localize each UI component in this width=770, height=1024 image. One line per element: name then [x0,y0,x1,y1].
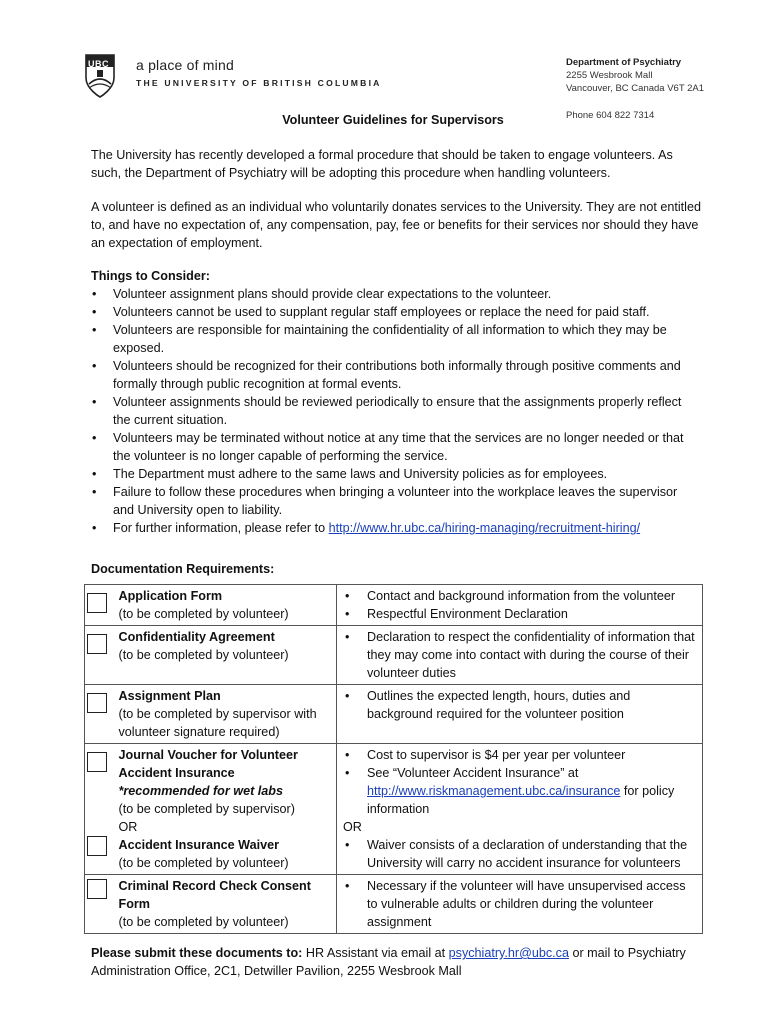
list-item: • Volunteers should be recognized for their contributions both informally through positive comments and formally through public recognition at formal events. [91,357,701,393]
further-info-text: For further information, please refer to [113,521,329,535]
submission-instructions [91,944,701,980]
doc-note: (to be completed by volunteer) [118,915,289,929]
application-form-checkbox[interactable] [87,593,107,613]
intro-paragraph-1: The University has recently developed a formal procedure that should be taken to engage volunteers. As such, the Department of Psychiatry will be adopting this procedure when handling volunteers. [91,148,673,180]
risk-management-insurance-link[interactable]: http://www.riskmanagement.ubc.ca/insurance [367,784,621,798]
document-title: Volunteer Guidelines for Supervisors [282,113,504,127]
confidentiality-agreement-checkbox[interactable] [87,634,107,654]
doc-name: Confidentiality Agreement [118,630,275,644]
ubc-logo-text: UBC [88,59,109,69]
doc-note: (to be completed by volunteer) [118,607,289,621]
submit-address-text: or mail to Psychiatry Administration Office, 2C1, Detwiller Pavilion, 2255 Wesbrook Mall [91,946,686,978]
list-item: • Necessary if the volunteer will have unsupervised access to vulnerable adults or children during the volunteer assignment [343,877,698,931]
list-item: • Volunteers may be terminated without notice at any time that the services are no longer needed or that the volunteer is no longer capable of performing the service. [91,429,701,465]
list-item: • Volunteers are responsible for maintaining the confidentiality of all information to which they may be exposed. [91,321,701,357]
doc-note: (to be completed by supervisor) [118,802,295,816]
doc-name: Assignment Plan [118,689,221,703]
list-item: • Respectful Environment Declaration [343,605,698,623]
doc-note: (to be completed by supervisor with volunteer signature required) [118,707,317,739]
list-item [343,764,698,818]
list-item: • The Department must adhere to the same laws and University policies as for employees. [91,465,701,483]
list-item: • Volunteer assignment plans should provide clear expectations to the volunteer. [91,285,701,303]
recommended-note: *recommended for wet labs [118,784,283,798]
submit-label: Please submit these documents to: [91,946,303,960]
checkbox-cell [85,744,113,875]
considerations-list [91,285,701,537]
doc-name: Journal Voucher for Volunteer [118,748,298,762]
journal-voucher-checkbox[interactable] [87,752,107,772]
insurance-suffix-text: for policy information [367,784,675,816]
table-row [85,875,703,934]
checkbox-cell [85,626,113,685]
insurance-waiver-checkbox[interactable] [87,836,107,856]
documentation-heading: Documentation Requirements: [91,562,275,576]
list-item: • Cost to supervisor is $4 per year per volunteer [343,746,698,764]
doc-alt-note: (to be completed by volunteer) [118,856,289,870]
doc-alt-name: Accident Insurance Waiver [118,838,280,852]
department-name: Department of Psychiatry [566,57,682,68]
hr-email-link[interactable]: psychiatry.hr@ubc.ca [448,946,569,960]
list-item: • Outlines the expected length, hours, duties and background required for the volunteer position [343,687,698,723]
intro-paragraph-2: A volunteer is defined as an individual who voluntarily donates services to the University. They are not entitled to, and have no expectation of, any compensation, pay, fee or benefits for their services nor should they have an expectation of employment. [91,200,701,250]
insurance-text: See “Volunteer Accident Insurance” at [367,766,579,780]
address-line-1: 2255 Wesbrook Mall [566,70,653,81]
doc-name-continued: Accident Insurance [118,766,235,780]
department-phone: Phone 604 822 7314 [566,110,655,121]
or-label: OR [343,820,362,834]
list-item: • Failure to follow these procedures when bringing a volunteer into the workplace leaves the supervisor and University open to liability. [91,483,701,519]
list-item: • Volunteers cannot be used to supplant regular staff employees or replace the need for paid staff. [91,303,701,321]
address-line-2: Vancouver, BC Canada V6T 2A1 [566,83,705,94]
doc-name: Application Form [118,589,223,603]
checkbox-cell [85,875,113,934]
hr-recruitment-link[interactable]: http://www.hr.ubc.ca/hiring-managing/recruitment-hiring/ [328,521,641,535]
list-item: • Contact and background information from the volunteer [343,587,698,605]
documentation-table [84,584,703,934]
table-row [85,685,703,744]
list-item: • Declaration to respect the confidentiality of information that they may come into contact with during the course of their volunteer duties [343,628,698,682]
ubc-tagline: a place of mind [136,57,234,73]
doc-note: (to be completed by volunteer) [118,648,289,662]
assignment-plan-checkbox[interactable] [87,693,107,713]
doc-name: Criminal Record Check Consent Form [118,879,311,911]
things-to-consider-heading: Things to Consider: [91,269,210,283]
list-item: • Waiver consists of a declaration of understanding that the University will carry no accident insurance for volunteers [343,836,698,872]
table-row [85,744,703,875]
list-item: • Volunteer assignments should be reviewed periodically to ensure that the assignments properly reflect the current situation. [91,393,701,429]
or-label: OR [118,820,138,834]
submit-text: HR Assistant via email at [302,946,449,960]
checkbox-cell [85,585,113,626]
list-item [91,519,701,537]
ubc-university-name: THE UNIVERSITY OF BRITISH COLUMBIA [136,78,382,88]
table-row [85,585,703,626]
criminal-record-checkbox[interactable] [87,879,107,899]
checkbox-cell [85,685,113,744]
table-row [85,626,703,685]
